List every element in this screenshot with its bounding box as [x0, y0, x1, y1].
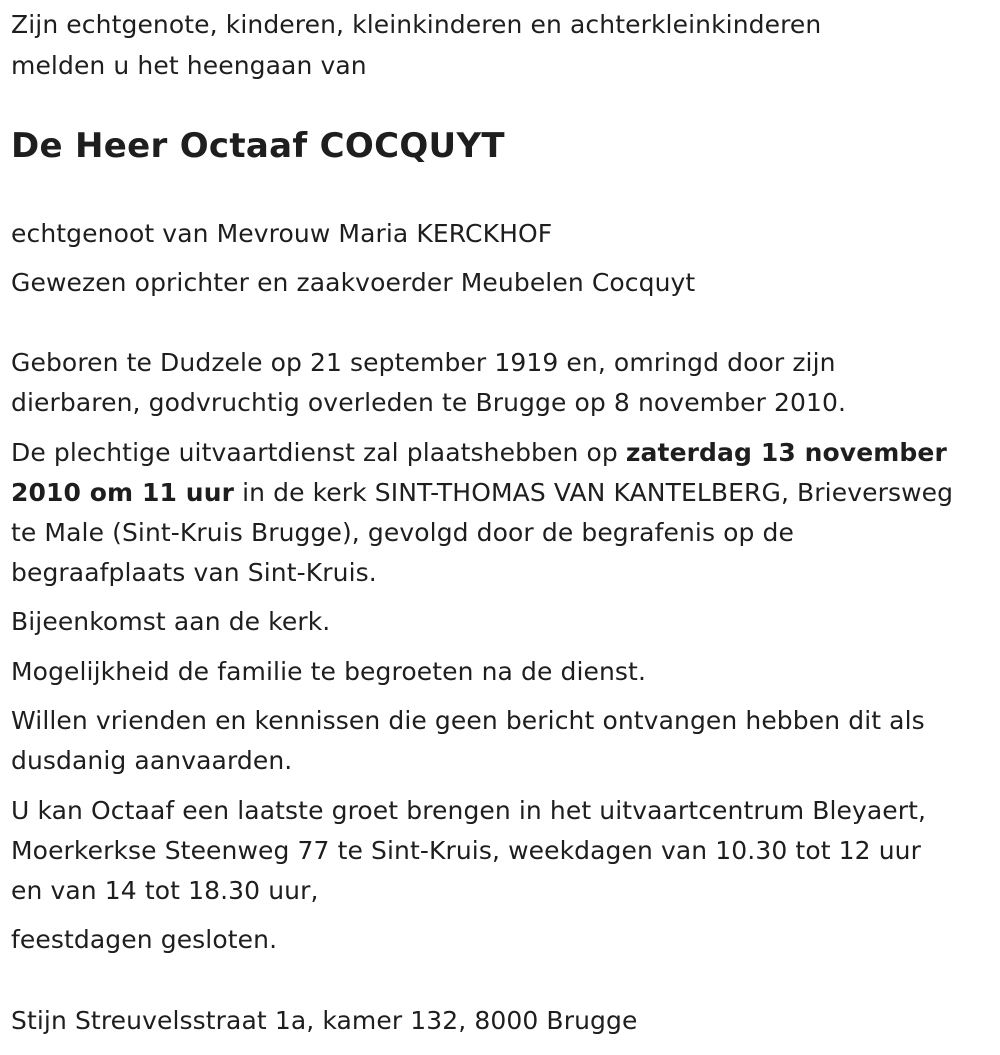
birth-line-2: dierbaren, godvruchtig overleden te Brugge op 8 november 2010.: [11, 388, 847, 417]
funeral-line-3: te Male (Sint-Kruis Brugge), gevolgd door de begrafenis op de: [11, 518, 794, 547]
intro-line-1: Zijn echtgenote, kinderen, kleinkinderen en achterkleinkinderen: [11, 10, 822, 39]
spouse-line: echtgenoot van Mevrouw Maria KERCKHOF: [11, 219, 553, 248]
deceased-name: De Heer Octaaf COCQUYT: [11, 126, 505, 166]
farewell-line-1: U kan Octaaf een laatste groet brengen in het uitvaartcentrum Bleyaert,: [11, 796, 927, 825]
farewell-line-4: feestdagen gesloten.: [11, 925, 278, 954]
funeral-line-1-text: De plechtige uitvaartdienst zal plaatshebben op: [11, 438, 626, 467]
funeral-line-2-text: in de kerk SINT-THOMAS VAN KANTELBERG, Brieversweg: [234, 478, 954, 507]
funeral-line-1: [11, 433, 947, 473]
funeral-date: zaterdag 13 november: [625, 438, 947, 467]
farewell-line-2: Moerkerkse Steenweg 77 te Sint-Kruis, weekdagen van 10.30 tot 12 uur: [11, 836, 921, 865]
occupation-line: Gewezen oprichter en zaakvoerder Meubelen Cocquyt: [11, 268, 696, 297]
farewell-line-3: en van 14 tot 18.30 uur,: [11, 876, 319, 905]
funeral-time: 2010 om 11 uur: [11, 478, 235, 507]
condolences-line: Mogelijkheid de familie te begroeten na de dienst.: [11, 657, 647, 686]
notice-line-2: dusdanig aanvaarden.: [11, 746, 293, 775]
notice-line-1: Willen vrienden en kennissen die geen bericht ontvangen hebben dit als: [11, 706, 925, 735]
funeral-line-4: begraafplaats van Sint-Kruis.: [11, 558, 377, 587]
gathering-line: Bijeenkomst aan de kerk.: [11, 607, 331, 636]
intro-line-2: melden u het heengaan van: [11, 51, 367, 80]
funeral-line-2: [11, 473, 953, 513]
birth-line-1: Geboren te Dudzele op 21 september 1919 en, omringd door zijn: [11, 348, 836, 377]
address-line: Stijn Streuvelsstraat 1a, kamer 132, 8000 Brugge: [11, 1006, 638, 1035]
